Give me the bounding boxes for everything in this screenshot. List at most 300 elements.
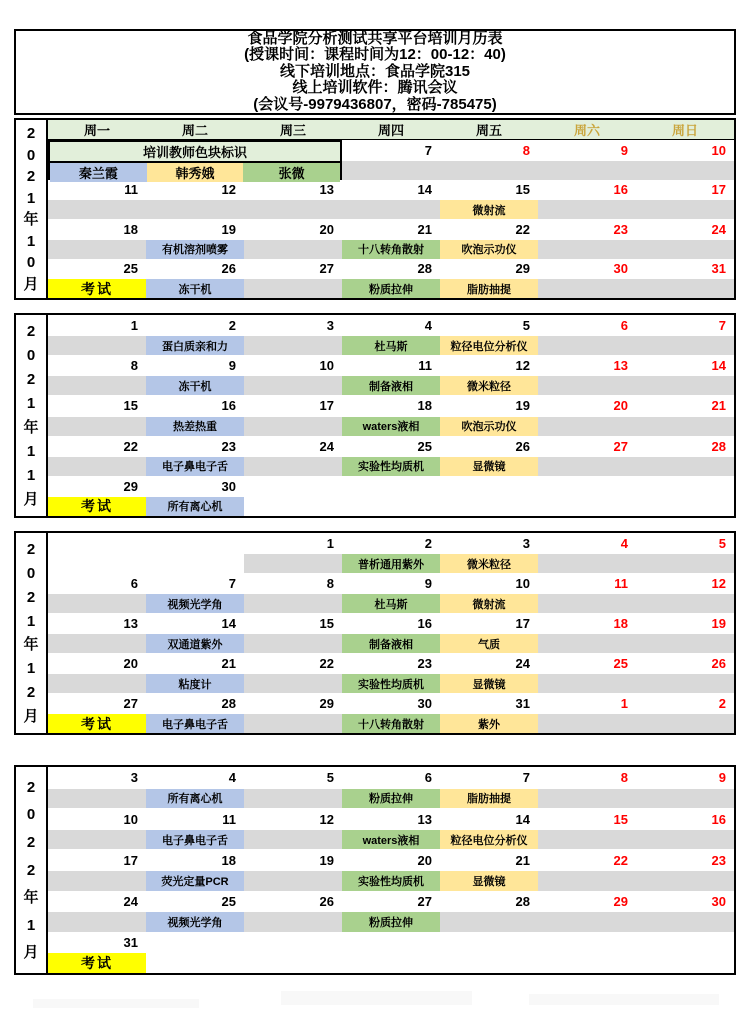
date-cell: 7 [718,318,726,334]
blank-cell [342,497,440,516]
date-cell: 8 [130,358,138,374]
date-cell [244,932,342,954]
empty-slot-cell [538,594,636,613]
training-event-cell: 微射流 [440,200,538,219]
event-row [48,279,734,298]
date-cell: 19 [515,398,530,414]
date-cell: 18 [221,852,236,868]
date-cell: 15 [123,398,138,414]
empty-slot-cell [342,161,440,180]
training-event-cell: 杜马斯 [342,336,440,355]
empty-slot-cell [538,634,636,653]
date-cell: 7 [228,576,236,591]
empty-slot-cell [636,830,734,850]
week-row-pair [48,653,734,693]
training-event-cell: 杜马斯 [342,594,440,613]
date-row [48,180,734,201]
date-cell: 28 [221,696,236,711]
date-cell: 20 [613,398,628,414]
month-label [16,315,48,516]
month-label-char: 2 [26,588,36,606]
event-row [48,457,734,476]
empty-slot-cell [48,336,146,355]
week-row-pair [48,808,734,849]
date-cell: 18 [123,221,138,237]
event-row [48,240,734,259]
date-cell: 9 [718,770,726,786]
empty-slot-cell [244,200,342,219]
title-class-time: (授课时间：课程时间为12：00-12：40) [244,46,506,64]
date-cell: 11 [124,182,138,198]
date-row [48,613,734,634]
empty-slot-cell [538,912,636,932]
date-row [48,808,734,830]
training-event-cell: 所有离心机 [146,497,244,516]
date-cell: 29 [319,696,334,711]
month-grid [48,315,734,516]
date-cell [636,932,734,954]
month-block [14,118,736,300]
empty-slot-cell [244,554,342,573]
weeks-container [48,533,734,733]
month-label-char: 0 [26,146,36,164]
month-label-char: 0 [26,347,36,364]
empty-slot-cell [48,376,146,395]
date-cell: 3 [326,318,334,334]
date-cell: 23 [221,438,236,454]
date-cell: 11 [614,576,628,591]
event-row [48,497,734,516]
date-cell: 9 [228,358,236,374]
date-cell: 25 [221,893,236,909]
title-offline-location: 线下培训地点：食品学院315 [279,62,471,80]
month-grid [48,767,734,973]
month-label-char: 2 [26,168,36,186]
date-cell: 25 [613,656,628,671]
event-row [48,789,734,809]
date-cell: 1 [130,318,138,334]
training-event-cell: 紫外 [440,714,538,733]
month-label-char: 月 [23,708,39,725]
teacher-name: 韩秀娥 [147,163,244,182]
date-cell: 2 [718,696,726,711]
month-label-char: 月 [23,944,39,962]
month-label-char: 1 [26,916,36,934]
date-cell: 21 [515,852,530,868]
training-event-cell: 制备液相 [342,634,440,653]
date-cell: 11 [222,811,236,827]
title-online-software: 线上培训软件：腾讯会议 [292,79,458,97]
month-label-char: 2 [26,684,36,702]
date-row [48,436,734,457]
month-label-char: 年 [23,636,39,654]
event-row [48,554,734,573]
month-grid [48,533,734,733]
month-label-char: 月 [23,491,39,508]
date-cell: 22 [515,221,530,237]
empty-slot-cell [636,789,734,809]
month-label-char: 0 [26,806,36,824]
date-cell: 26 [711,656,726,671]
week-row-pair [48,767,734,808]
month-label-char: 0 [26,254,36,272]
training-event-cell: 微米粒径 [440,376,538,395]
date-cell: 26 [319,893,334,909]
week-row-pair [48,395,734,435]
empty-slot-cell [440,912,538,932]
date-cell [440,476,538,497]
date-cell: 18 [613,616,628,631]
date-cell: 28 [515,893,530,909]
empty-slot-cell [48,240,146,259]
weekday-header-cell: 周三 [279,123,306,138]
empty-slot-cell [244,871,342,891]
training-event-cell: 视频光学角 [146,594,244,613]
date-cell: 15 [515,182,530,198]
date-cell [538,932,636,954]
training-event-cell: 显微镜 [440,871,538,891]
empty-slot-cell [48,634,146,653]
date-cell: 19 [711,616,726,631]
training-event-cell: 电子鼻电子舌 [146,457,244,476]
empty-slot-cell [538,871,636,891]
week-row-pair [48,315,734,355]
event-row [48,871,734,891]
empty-slot-cell [636,674,734,693]
blank-cell [244,953,342,973]
weekday-header-cell: 周六 [573,123,600,138]
date-cell: 22 [123,438,138,454]
empty-slot-cell [538,279,636,298]
training-event-cell: waters液相 [342,417,440,436]
date-cell: 5 [522,318,530,334]
date-cell: 25 [123,261,138,277]
training-event-cell: 实验性均质机 [342,674,440,693]
date-cell: 4 [228,770,236,786]
training-event-cell: 普析通用紫外 [342,554,440,573]
blank-cell [48,554,146,573]
training-event-cell: 气质 [440,634,538,653]
month-label-char: 1 [26,232,36,250]
date-cell: 12 [221,182,236,198]
date-cell: 29 [515,261,530,277]
week-row-pair [48,180,734,220]
date-cell: 12 [711,576,726,591]
date-cell: 4 [424,318,432,334]
empty-slot-cell [244,457,342,476]
date-cell [244,476,342,497]
event-row [48,674,734,693]
date-cell: 17 [711,182,726,198]
empty-slot-cell [342,200,440,219]
training-event-cell: 双通道紫外 [146,634,244,653]
training-event-cell: 吹泡示功仪 [440,417,538,436]
date-cell: 27 [319,261,334,277]
empty-slot-cell [538,714,636,733]
date-row [48,693,734,714]
blank-cell [342,953,440,973]
empty-slot-cell [538,161,636,180]
empty-slot-cell [244,594,342,613]
date-row [48,315,734,336]
training-event-cell: 粒径电位分析仪 [440,336,538,355]
date-cell: 30 [711,893,726,909]
empty-slot-cell [636,594,734,613]
empty-slot-cell [244,714,342,733]
empty-slot-cell [48,871,146,891]
date-row [48,653,734,674]
month-label-char: 1 [26,467,36,484]
week-row-pair [48,436,734,476]
date-cell: 17 [123,852,138,868]
date-cell: 30 [613,261,628,277]
empty-slot-cell [48,912,146,932]
empty-slot-cell [538,830,636,850]
empty-slot-cell [538,376,636,395]
training-event-cell: 粉质拉伸 [342,279,440,298]
blank-cell [146,554,244,573]
date-cell: 15 [613,811,628,827]
date-row [48,767,734,789]
empty-slot-cell [636,457,734,476]
event-row [48,376,734,395]
month-label-char: 年 [23,211,39,229]
date-cell: 2 [228,318,236,334]
empty-slot-cell [538,240,636,259]
week-row-pair [48,932,734,973]
legend-title: 培训教师色块标识 [50,142,340,163]
empty-slot-cell [636,417,734,436]
empty-slot-cell [244,674,342,693]
empty-slot-cell [538,457,636,476]
month-label-char: 2 [26,833,36,851]
empty-slot-cell [48,830,146,850]
blank-cell [146,953,244,973]
ghost-artifact [33,999,199,1008]
training-event-cell: 实验性均质机 [342,457,440,476]
date-cell: 31 [711,261,726,277]
date-cell: 24 [711,221,726,237]
weekday-header-cell: 周一 [83,123,110,138]
date-cell: 2 [424,536,432,551]
empty-slot-cell [146,200,244,219]
empty-slot-cell [538,336,636,355]
date-cell: 4 [620,536,628,551]
empty-slot-cell [48,594,146,613]
date-cell: 1 [326,536,334,551]
date-row [48,891,734,913]
empty-slot-cell [636,554,734,573]
month-label-char: 2 [26,540,36,558]
week-row-pair [48,219,734,259]
date-cell: 29 [123,478,138,494]
week-row-pair [48,573,734,613]
empty-slot-cell [538,554,636,573]
event-row [48,953,734,973]
month-label [16,533,48,733]
month-label-char: 2 [26,371,36,388]
training-event-cell: 荧光定量PCR [146,871,244,891]
empty-slot-cell [48,457,146,476]
date-cell [440,932,538,954]
date-cell: 7 [424,142,432,158]
date-cell: 17 [515,616,530,631]
date-cell [342,476,440,497]
date-cell: 6 [620,318,628,334]
date-cell: 21 [711,398,726,414]
date-cell: 28 [711,438,726,454]
empty-slot-cell [244,912,342,932]
date-cell: 31 [515,696,530,711]
date-cell [48,533,146,554]
training-event-cell: 脂肪抽提 [440,789,538,809]
month-label-char: 2 [26,861,36,879]
date-row [48,395,734,416]
date-cell [146,533,244,554]
month-label [16,120,48,298]
date-cell: 25 [417,438,432,454]
training-event-cell: 十八转角散射 [342,714,440,733]
date-cell: 5 [326,770,334,786]
training-event-cell: 电子鼻电子舌 [146,830,244,850]
date-cell: 1 [620,696,628,711]
month-block [14,765,736,975]
month-label-char: 0 [26,564,36,582]
page-title: 食品学院分析测试共享平台培训月历表 [247,29,503,47]
training-event-cell: 显微镜 [440,457,538,476]
training-event-cell: 粘度计 [146,674,244,693]
empty-slot-cell [48,417,146,436]
date-cell: 6 [130,576,138,591]
weekday-header-cell: 周二 [181,123,208,138]
empty-slot-cell [636,200,734,219]
date-cell: 14 [221,616,236,631]
date-cell: 16 [221,398,236,414]
training-event-cell: 粉质拉伸 [342,789,440,809]
date-cell: 22 [319,656,334,671]
date-cell: 24 [319,438,334,454]
training-event-cell: 微米粒径 [440,554,538,573]
date-cell: 7 [522,770,530,786]
empty-slot-cell [636,714,734,733]
training-event-cell: 制备液相 [342,376,440,395]
date-cell: 12 [515,358,530,374]
empty-slot-cell [244,240,342,259]
empty-slot-cell [244,634,342,653]
date-cell: 13 [123,616,138,631]
date-cell: 27 [613,438,628,454]
date-cell: 8 [522,142,530,158]
date-row [48,219,734,240]
date-cell: 15 [319,616,334,631]
date-cell: 19 [221,221,236,237]
date-cell: 13 [613,358,628,374]
event-row [48,634,734,653]
date-cell: 9 [620,142,628,158]
training-event-cell: 吹泡示功仪 [440,240,538,259]
month-label-char: 2 [26,125,36,143]
empty-slot-cell [636,871,734,891]
date-cell: 21 [221,656,236,671]
month-label-char: 1 [26,660,36,678]
date-row [48,259,734,280]
date-cell: 17 [319,398,334,414]
blank-cell [636,953,734,973]
weekday-header-cell: 周日 [671,123,698,138]
date-cell: 10 [319,358,334,374]
event-row [48,594,734,613]
training-event-cell: waters液相 [342,830,440,850]
weeks-container [48,767,734,973]
training-event-cell: 粉质拉伸 [342,912,440,932]
date-cell: 13 [417,811,432,827]
teacher-name: 张微 [243,163,340,182]
event-row [48,714,734,733]
training-event-cell: 有机溶剂喷雾 [146,240,244,259]
empty-slot-cell [538,674,636,693]
date-cell: 8 [620,770,628,786]
date-cell: 13 [319,182,334,198]
date-cell: 26 [221,261,236,277]
training-event-cell: 十八转角散射 [342,240,440,259]
date-cell: 5 [718,536,726,551]
date-row [48,849,734,871]
weekday-header-cell: 周四 [377,123,404,138]
exam-cell: 考试 [48,953,146,973]
date-cell: 10 [711,142,726,158]
blank-cell [440,953,538,973]
date-cell [636,476,734,497]
date-row [48,533,734,554]
month-label-char: 1 [26,612,36,630]
date-cell: 14 [515,811,530,827]
empty-slot-cell [48,200,146,219]
empty-slot-cell [538,789,636,809]
exam-cell: 考试 [48,279,146,298]
empty-slot-cell [636,240,734,259]
training-event-cell: 冻干机 [146,279,244,298]
date-cell: 10 [123,811,138,827]
date-row [48,573,734,594]
training-event-cell: 电子鼻电子舌 [146,714,244,733]
empty-slot-cell [48,789,146,809]
month-label-char: 1 [26,189,36,207]
date-cell: 20 [319,221,334,237]
date-cell: 6 [424,770,432,786]
date-cell: 28 [417,261,432,277]
empty-slot-cell [440,161,538,180]
training-event-cell: 粒径电位分析仪 [440,830,538,850]
teacher-legend [48,140,342,180]
exam-cell: 考试 [48,714,146,733]
empty-slot-cell [636,336,734,355]
event-row [48,912,734,932]
empty-slot-cell [244,830,342,850]
month-label-char: 月 [23,275,39,293]
training-event-cell: 微射流 [440,594,538,613]
empty-slot-cell [244,789,342,809]
empty-slot-cell [636,634,734,653]
date-cell: 9 [424,576,432,591]
week-row-pair [48,533,734,573]
date-cell: 21 [417,221,432,237]
date-row [48,476,734,497]
title-meeting-id: (会议号-9979436807，密码-785475) [253,95,497,113]
legend-teachers-row [50,163,340,182]
date-cell: 23 [417,656,432,671]
title-box [14,29,736,115]
empty-slot-cell [244,376,342,395]
